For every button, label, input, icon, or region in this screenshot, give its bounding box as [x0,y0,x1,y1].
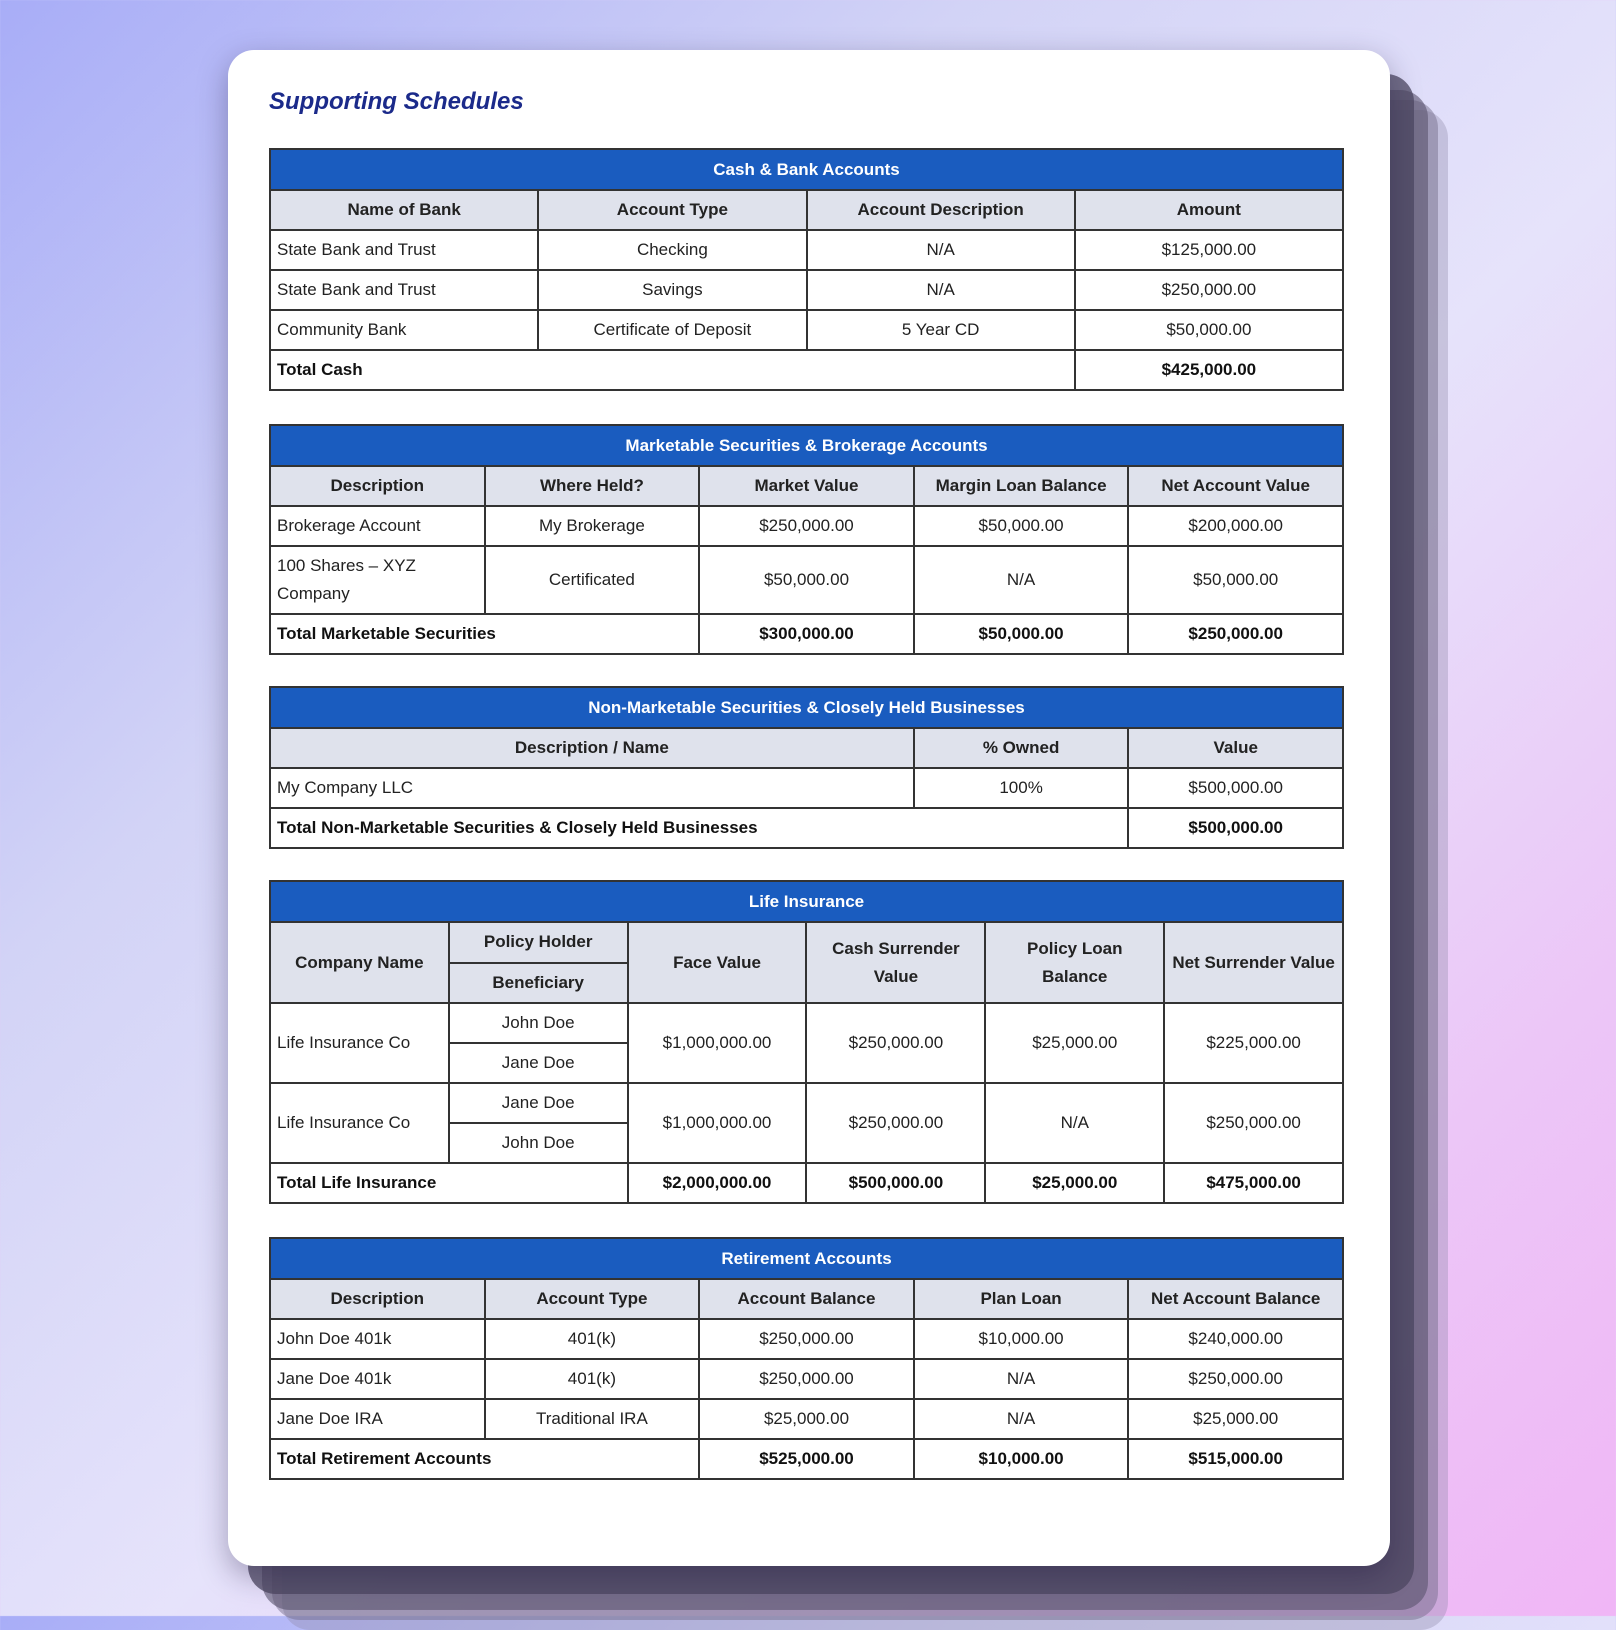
amount-cell: $125,000.00 [1075,230,1343,270]
column-header: Company Name [270,922,449,1003]
column-header: Amount [1075,190,1343,230]
percent-owned-cell: 100% [914,768,1129,808]
net-balance-cell: $250,000.00 [1128,1359,1343,1399]
page-title: Supporting Schedules [269,88,524,115]
total-account-balance: $525,000.00 [699,1439,914,1479]
column-header: Policy Loan Balance [985,922,1164,1003]
net-value-cell: $200,000.00 [1128,506,1343,546]
policy-loan-cell: $25,000.00 [985,1003,1164,1083]
column-header: Account Balance [699,1279,914,1319]
description-cell: My Company LLC [270,768,914,808]
total-row [270,614,1343,654]
column-header: % Owned [914,728,1129,768]
bank-name-cell: Community Bank [270,310,538,350]
column-header: Plan Loan [914,1279,1129,1319]
table-banner: Non-Marketable Securities & Closely Held Businesses [270,687,1343,728]
account-description-cell: 5 Year CD [807,310,1075,350]
total-label: Total Marketable Securities [270,614,699,654]
bank-name-cell: State Bank and Trust [270,270,538,310]
total-label: Total Cash [270,350,1075,390]
table-row [270,546,1343,614]
table-row [270,1083,1343,1123]
where-held-cell: My Brokerage [485,506,700,546]
description-cell: 100 Shares – XYZ Company [270,546,485,614]
column-header: Description / Name [270,728,914,768]
column-header: Net Account Balance [1128,1279,1343,1319]
company-name-cell: Life Insurance Co [270,1003,449,1083]
cash-bank-accounts-table [269,148,1344,391]
account-type-cell: Checking [538,230,806,270]
total-row [270,350,1343,390]
column-header: Value [1128,728,1343,768]
column-header: Policy Holder [449,922,628,963]
total-cash-surrender: $500,000.00 [806,1163,985,1203]
table-row [270,230,1343,270]
column-header: Description [270,466,485,506]
table-row [270,1003,1343,1043]
table-row [270,1359,1343,1399]
table-row [270,1319,1343,1359]
column-header: Name of Bank [270,190,538,230]
bank-name-cell: State Bank and Trust [270,230,538,270]
total-margin-loan: $50,000.00 [914,614,1129,654]
net-value-cell: $50,000.00 [1128,546,1343,614]
beneficiary-cell: Jane Doe [449,1043,628,1083]
account-type-cell: Traditional IRA [485,1399,700,1439]
total-net-balance: $515,000.00 [1128,1439,1343,1479]
table-banner: Cash & Bank Accounts [270,149,1343,190]
account-type-cell: Certificate of Deposit [538,310,806,350]
marketable-securities-table [269,424,1344,655]
face-value-cell: $1,000,000.00 [628,1083,807,1163]
company-name-cell: Life Insurance Co [270,1083,449,1163]
account-description-cell: N/A [807,230,1075,270]
amount-cell: $250,000.00 [1075,270,1343,310]
total-market-value: $300,000.00 [699,614,914,654]
total-face-value: $2,000,000.00 [628,1163,807,1203]
plan-loan-cell: $10,000.00 [914,1319,1129,1359]
total-net-surrender: $475,000.00 [1164,1163,1343,1203]
margin-loan-cell: N/A [914,546,1129,614]
margin-loan-cell: $50,000.00 [914,506,1129,546]
column-header: Cash Surrender Value [806,922,985,1003]
market-value-cell: $250,000.00 [699,506,914,546]
net-surrender-cell: $250,000.00 [1164,1083,1343,1163]
column-header: Market Value [699,466,914,506]
plan-loan-cell: N/A [914,1359,1129,1399]
account-type-cell: 401(k) [485,1319,700,1359]
description-cell: Jane Doe 401k [270,1359,485,1399]
column-header: Account Description [807,190,1075,230]
table-banner: Marketable Securities & Brokerage Accounts [270,425,1343,466]
document-page [228,50,1390,1566]
description-cell: John Doe 401k [270,1319,485,1359]
column-header: Account Type [485,1279,700,1319]
retirement-accounts-table [269,1237,1344,1480]
net-surrender-cell: $225,000.00 [1164,1003,1343,1083]
account-balance-cell: $250,000.00 [699,1359,914,1399]
policy-holder-cell: John Doe [449,1003,628,1043]
life-insurance-table [269,880,1344,1204]
net-balance-cell: $25,000.00 [1128,1399,1343,1439]
column-header: Face Value [628,922,807,1003]
column-header: Net Surrender Value [1164,922,1343,1003]
total-policy-loan: $25,000.00 [985,1163,1164,1203]
table-banner: Life Insurance [270,881,1343,922]
total-amount: $425,000.00 [1075,350,1343,390]
column-header: Description [270,1279,485,1319]
total-row [270,808,1343,848]
total-row [270,1439,1343,1479]
column-header: Margin Loan Balance [914,466,1129,506]
account-type-cell: Savings [538,270,806,310]
account-description-cell: N/A [807,270,1075,310]
account-balance-cell: $25,000.00 [699,1399,914,1439]
total-row [270,1163,1343,1203]
net-balance-cell: $240,000.00 [1128,1319,1343,1359]
column-header: Beneficiary [449,963,628,1004]
description-cell: Brokerage Account [270,506,485,546]
amount-cell: $50,000.00 [1075,310,1343,350]
description-cell: Jane Doe IRA [270,1399,485,1439]
table-row [270,270,1343,310]
table-row [270,768,1343,808]
total-plan-loan: $10,000.00 [914,1439,1129,1479]
cash-surrender-cell: $250,000.00 [806,1083,985,1163]
account-type-cell: 401(k) [485,1359,700,1399]
table-banner: Retirement Accounts [270,1238,1343,1279]
table-row [270,310,1343,350]
where-held-cell: Certificated [485,546,700,614]
total-net-value: $250,000.00 [1128,614,1343,654]
table-row [270,1399,1343,1439]
total-label: Total Non-Marketable Securities & Closely Held Businesses [270,808,1128,848]
column-header: Net Account Value [1128,466,1343,506]
market-value-cell: $50,000.00 [699,546,914,614]
value-cell: $500,000.00 [1128,768,1343,808]
total-label: Total Retirement Accounts [270,1439,699,1479]
policy-holder-cell: Jane Doe [449,1083,628,1123]
account-balance-cell: $250,000.00 [699,1319,914,1359]
non-marketable-securities-table [269,686,1344,849]
plan-loan-cell: N/A [914,1399,1129,1439]
total-value: $500,000.00 [1128,808,1343,848]
face-value-cell: $1,000,000.00 [628,1003,807,1083]
policy-loan-cell: N/A [985,1083,1164,1163]
table-row [270,506,1343,546]
column-header: Where Held? [485,466,700,506]
cash-surrender-cell: $250,000.00 [806,1003,985,1083]
total-label: Total Life Insurance [270,1163,628,1203]
column-header: Account Type [538,190,806,230]
beneficiary-cell: John Doe [449,1123,628,1163]
